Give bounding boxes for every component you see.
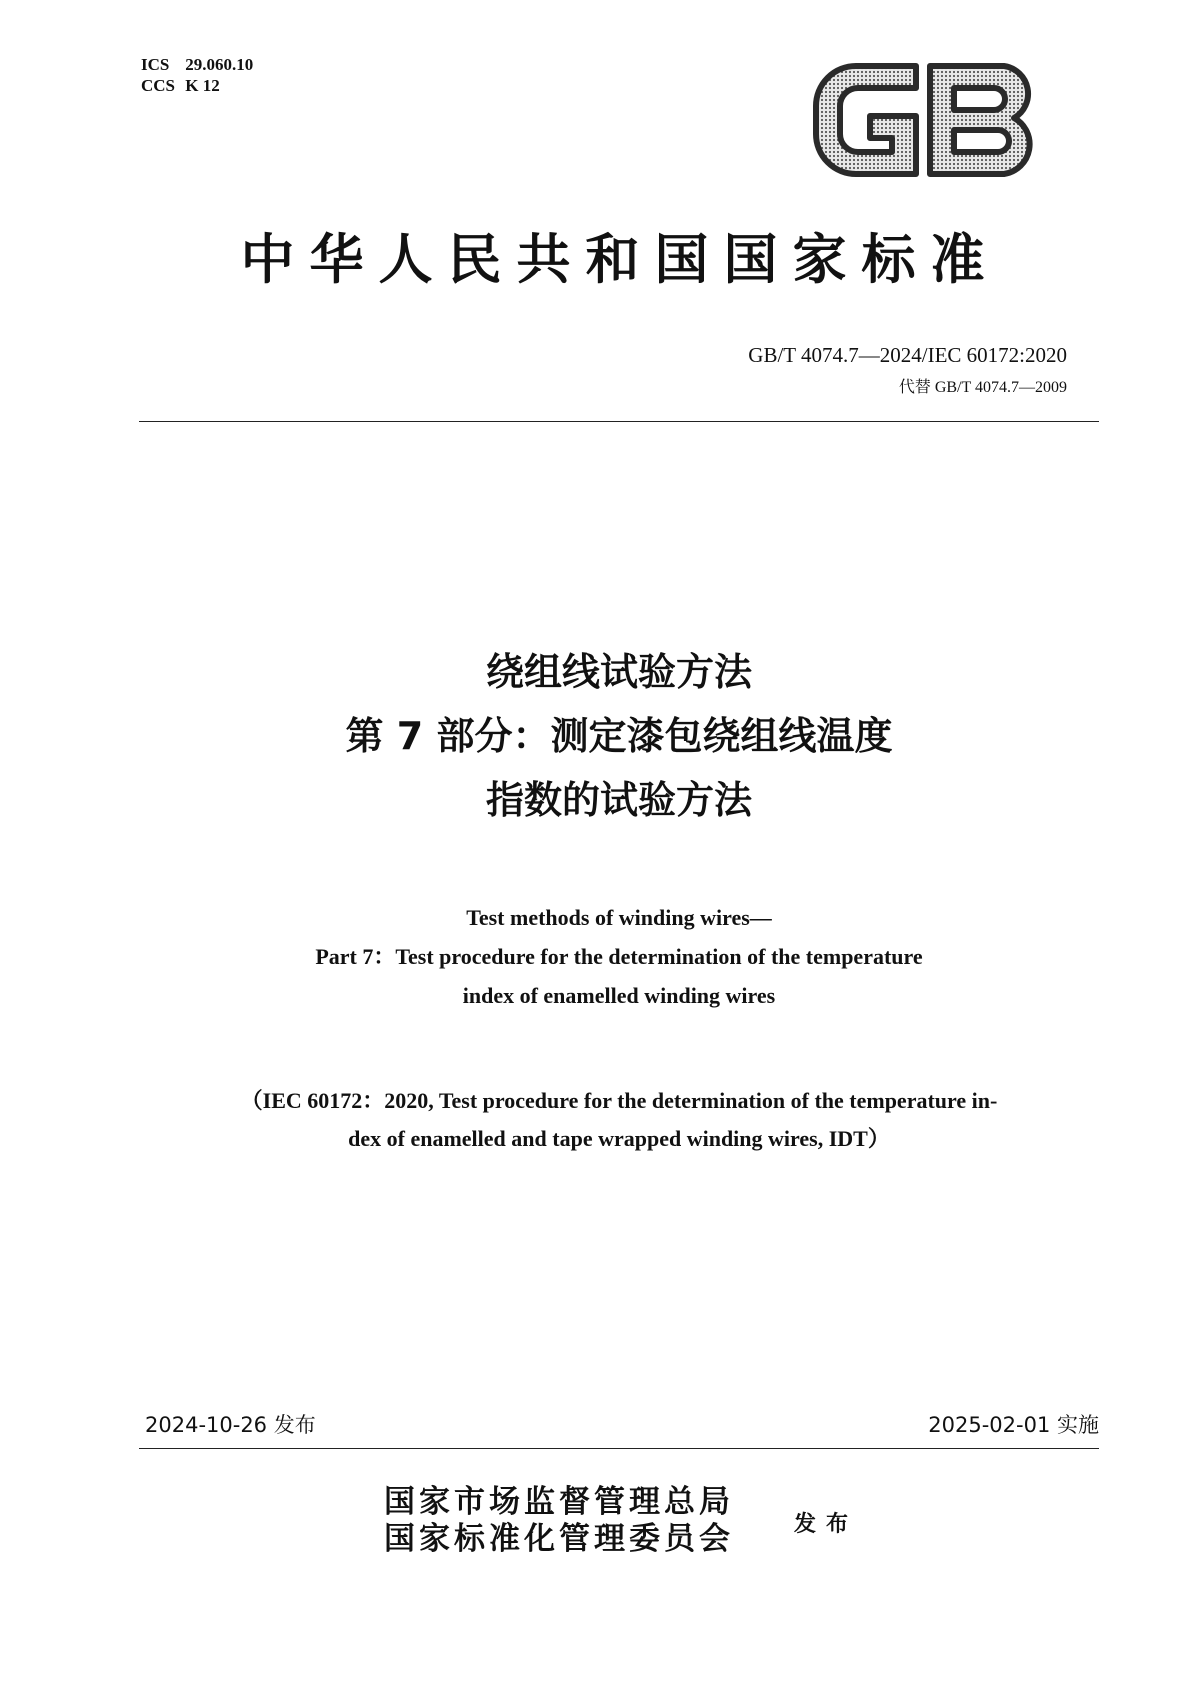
issuer-action: 发布 xyxy=(794,1511,859,1536)
chinese-title-line-1: 绕组线试验方法 xyxy=(485,650,752,694)
english-title-line-2: Part 7：Test procedure for the determination of the temperature xyxy=(315,944,923,969)
ccs-value: K 12 xyxy=(185,76,220,95)
chinese-title-line-3: 指数的试验方法 xyxy=(485,778,752,822)
ics-line xyxy=(141,54,253,75)
english-title xyxy=(139,898,1099,1015)
implementation-date: 2025-02-01 实施 xyxy=(928,1413,1099,1437)
ics-label: ICS xyxy=(141,55,170,74)
equivalence-line-1: （IEC 60172：2020, Test procedure for the determination of the temperature in- xyxy=(240,1088,998,1113)
national-standard-title: 中华人民共和国国家标准 xyxy=(240,230,1000,290)
issuer-names xyxy=(384,1483,734,1557)
replaces-standard: 代替 GB/T 4074.7—2009 xyxy=(898,379,1067,396)
standard-number: GB/T 4074.7—2024/IEC 60172:2020 xyxy=(748,343,1067,367)
header-divider xyxy=(139,421,1099,422)
equivalence-statement xyxy=(139,1082,1099,1158)
ccs-line xyxy=(141,75,253,96)
chinese-title xyxy=(139,640,1099,832)
equivalence-line-2: dex of enamelled and tape wrapped winding wires, IDT） xyxy=(348,1126,890,1151)
classification-codes xyxy=(141,54,253,96)
gb-logo xyxy=(808,58,1044,182)
chinese-title-line-2: 第 7 部分：测定漆包绕组线温度 xyxy=(345,714,893,758)
english-title-line-1: Test methods of winding wires— xyxy=(466,905,772,930)
ccs-label: CCS xyxy=(141,76,176,95)
footer-divider xyxy=(139,1448,1099,1449)
publish-date: 2024-10-26 发布 xyxy=(145,1413,316,1437)
issuer-org-1: 国家市场监督管理总局 xyxy=(384,1484,734,1519)
issuer-org-2: 国家标准化管理委员会 xyxy=(384,1521,734,1556)
ics-value: 29.060.10 xyxy=(185,55,254,74)
english-title-line-3: index of enamelled winding wires xyxy=(462,983,776,1008)
